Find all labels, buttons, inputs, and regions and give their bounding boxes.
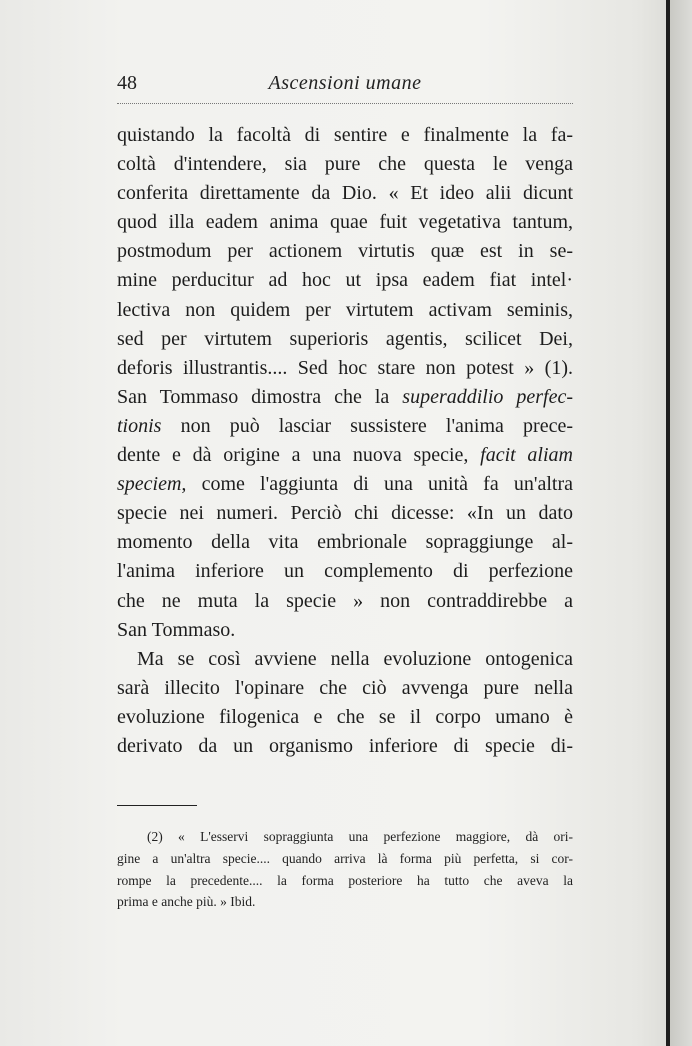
page-header — [117, 72, 573, 102]
text-segment: dente e dà origine a una nuova specie, — [117, 444, 481, 467]
page-number: 48 — [117, 72, 137, 94]
text-line: momento della vita embrionale sopraggiunge al- — [117, 531, 573, 554]
text-line-mixed — [117, 441, 573, 470]
binding-edge — [666, 0, 670, 1046]
text-segment: come l'aggiunta di una unità fa un'altra — [186, 473, 573, 496]
text-line: postmodum per actionem virtutis quæ est in se- — [117, 240, 573, 263]
running-title: Ascensioni umane — [268, 72, 422, 94]
text-line: evoluzione filogenica e che se il corpo umano è — [117, 705, 573, 728]
text-line: specie nei numeri. Perciò chi dicesse: «In un dato — [117, 502, 573, 525]
italic-segment: facit aliam — [480, 444, 573, 467]
text-line: lectiva non quidem per virtutem activam seminis, — [117, 298, 573, 321]
footnote-line: prima e anche più. » Ibid. — [117, 894, 256, 910]
body-text — [117, 121, 573, 761]
text-line: l'anima inferiore un complemento di perfezione — [117, 560, 573, 583]
text-line-mixed — [117, 470, 573, 499]
text-line: conferita direttamente da Dio. « Et ideo alii dicunt — [117, 182, 573, 205]
text-line: coltà d'intendere, sia pure che questa le venga — [117, 153, 573, 176]
text-line: Ma se così avviene nella evoluzione ontogenica — [137, 647, 573, 670]
footnote-rule — [117, 805, 197, 806]
text-line: San Tommaso. — [117, 618, 236, 641]
italic-segment: tionis — [117, 414, 162, 437]
text-line: deforis illustrantis.... Sed hoc stare non potest » (1). — [117, 356, 573, 379]
italic-segment: superaddilio perfec- — [402, 385, 573, 408]
text-line-mixed — [117, 383, 573, 412]
text-line: che ne muta la specie » non contraddirebbe a — [117, 589, 573, 612]
header-rule — [117, 103, 573, 104]
text-segment: San Tommaso dimostra che la — [117, 385, 403, 408]
text-line: quistando la facoltà di sentire e finalmente la fa- — [117, 124, 573, 146]
italic-segment: speciem, — [117, 473, 187, 496]
text-line: sed per virtutem superioris agentis, scilicet Dei, — [117, 327, 573, 350]
footnote-line: gine a un'altra specie.... quando arriva là forma più perfetta, si cor- — [117, 850, 573, 866]
text-line-mixed — [117, 412, 573, 441]
text-segment: non può lasciar sussistere l'anima prece- — [161, 414, 573, 437]
text-line: derivato da un organismo inferiore di specie di- — [117, 734, 573, 757]
page-gutter-shadow — [670, 0, 692, 1046]
text-line: sarà illecito l'opinare che ciò avvenga pure nella — [117, 676, 573, 699]
footnote-line: (2) « L'esservi sopraggiunta una perfezione maggiore, dà ori- — [147, 829, 573, 844]
footnote-line: rompe la precedente.... la forma posteriore ha tutto che aveva la — [117, 872, 573, 888]
text-line: mine perducitur ad hoc ut ipsa eadem fiat intel· — [117, 269, 573, 292]
text-line: quod illa eadem anima quae fuit vegetativa tantum, — [117, 211, 573, 234]
footnote — [117, 826, 573, 913]
